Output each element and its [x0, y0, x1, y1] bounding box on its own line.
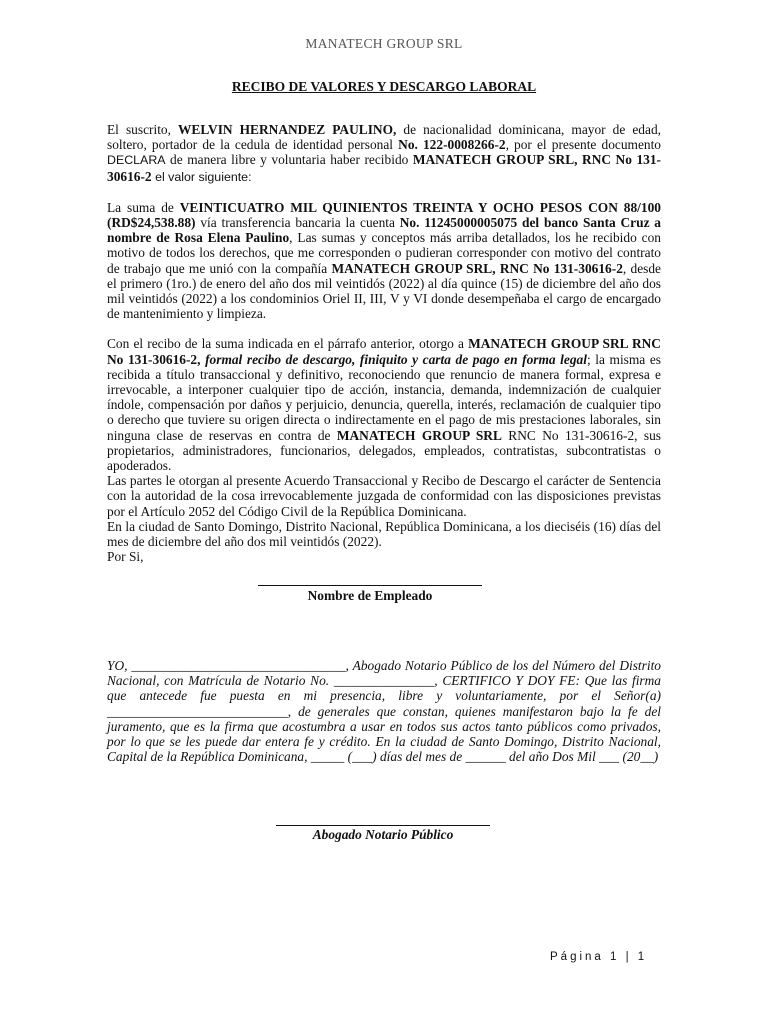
amount-text: VEINTICUATRO MIL QUINIENTOS TREINTA Y OCHO PESOS CON 88/100 (RD$24,538.88)	[107, 199, 661, 231]
cedula-number: No. 122-0008266-2	[398, 137, 506, 153]
page-header: MANATECH GROUP SRL	[305, 36, 463, 51]
employee-signature-label: Nombre de Empleado	[307, 588, 433, 603]
notary-signature-line	[276, 825, 490, 826]
paragraph-closing: Por Si,	[107, 549, 144, 565]
paragraph-place-date: En la ciudad de Santo Domingo, Distrito Nacional, República Dominicana, a los dieciséis (16) días del mes de diciembre del año dos mil veintidós (2022).	[107, 518, 661, 550]
body-text	[107, 122, 661, 564]
notary-signature-label: Abogado Notario Público	[312, 827, 454, 842]
document-title: RECIBO DE VALORES Y DESCARGO LABORAL	[231, 79, 537, 94]
bank-account: No. 11245000005075 del banco Santa Cruz a nombre de Rosa Elena Paulino	[107, 215, 662, 246]
paragraph-amount: La suma de VEINTICUATRO MIL QUINIENTOS TREINTA Y OCHO PESOS CON 88/100 (RD$24,538.88) vía transferencia bancaria la cuenta No. 11245000005075 del banco Santa Cruz a nombre de Rosa Elena Paulino, Las sumas y conceptos más arriba detallados, los he recibido con motivo de todos los derechos, que me corresponden o pudieran corresponder con motivo del contrato de trabajo que me unió con la compañía MANATECH GROUP SRL, RNC No 131-30616-2, desde el primero (1ro.) de enero del año dos mil veintidós (2022) al día quince (15) de diciembre del año dos mil veintidós (2022) a los condominios Oriel II, III, V y VI donde desempeñaba el cargo de encargado de mantenimiento y limpieza.	[107, 199, 662, 322]
paragraph-sentence: Las partes le otorgan al presente Acuerdo Transaccional y Recibo de Descargo el carácter de Sentencia con la autoridad de la cosa irrevocablemente juzgada de conformidad con las disposiciones previstas por el Artículo 2052 del Código Civil de la República Dominicana.	[107, 473, 661, 519]
page-number: Página 1 | 1	[550, 951, 648, 963]
paragraph-release: Con el recibo de la suma indicada en el párrafo anterior, otorgo a MANATECH GROUP SRL RNC No 131-30616-2, formal recibo de descargo, finiquito y carta de pago en forma legal; la misma es recibida a título transaccional y definitivo, reconociendo que renuncio de manera formal, expresa e irrevocable, a interponer cualquier tipo de acción, instancia, demanda, indemnización de cualquier índole, compensación por daños y perjuicio, denuncia, querella, interés, reclamación de cualquier tipo o derecho que tuviere su origen directa o indirectamente en el pago de mis prestaciones laborales, sin ninguna clase de reservas en contra de MANATECH GROUP SRL RNC No 131-30616-2, sus propietarios, administradores, funcionarios, delegados, empleados, contratistas, subcontratistas o apoderados.	[107, 336, 661, 474]
employee-name: WELVIN HERNANDEZ PAULINO,	[178, 122, 397, 137]
company-name: MANATECH GROUP SRL, RNC No 131-30616-2	[107, 152, 661, 184]
notary-certification: YO, ________________________________, Abogado Notario Público de los del Número del Distrito Nacional, con Matrícula de Notario No. _______________, CERTIFICO Y DOY FE: Que las firma que antecede fue puesta en mi presencia, libre y voluntariamente, por el Señor(a) ___________________________, de generales que constan, quienes manifestaron bajo la fe del juramento, que es la firma que acostumbra a usar en todos sus actos tanto públicos como privados, por lo que se les puede dar entera fe y crédito. En la ciudad de Santo Domingo, Distrito Nacional, Capital de la República Dominicana, _____ (___) días del mes de ______ del año Dos Mil ___ (20__)	[107, 658, 661, 765]
paragraph-declarant: El suscrito, WELVIN HERNANDEZ PAULINO, de nacionalidad dominicana, mayor de edad, soltero, portador de la cedula de identidad personal No. 122-0008266-2, por el presente documento DECLARA de manera libre y voluntaria haber recibido MANATECH GROUP SRL, RNC No 131-30616-2 el valor siguiente:	[107, 122, 661, 184]
employee-signature-line	[258, 585, 482, 586]
